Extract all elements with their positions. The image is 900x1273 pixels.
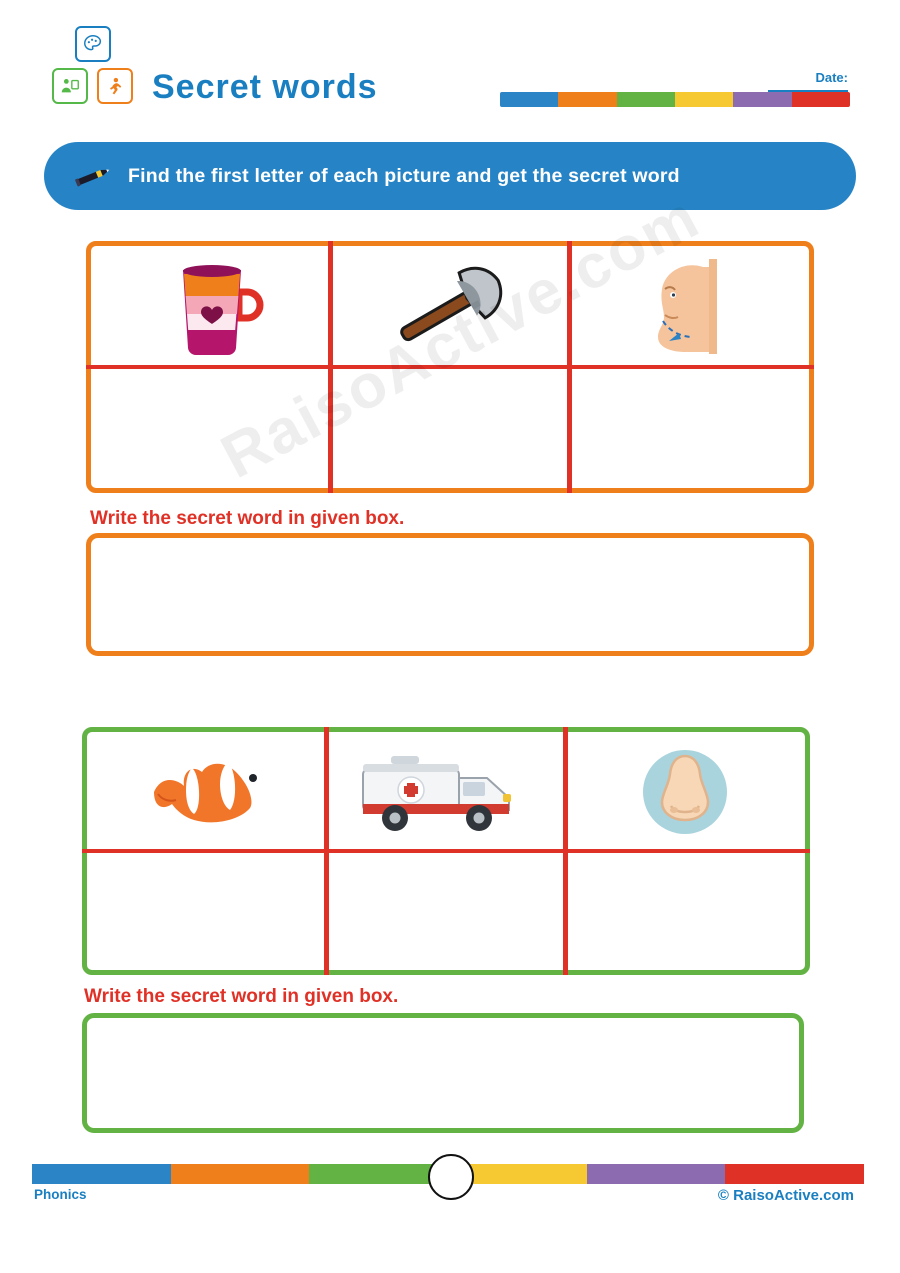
footer-subject: Phonics <box>34 1187 87 1202</box>
date-field-label: Date: <box>815 70 848 85</box>
footer-copyright: © RaisoActive.com <box>717 1187 854 1204</box>
teacher-icon <box>52 68 88 104</box>
picture-cell-mug <box>91 246 330 367</box>
fish-icon <box>132 742 282 842</box>
picture-cell-ambulance <box>326 732 565 851</box>
picture-cell-axe <box>330 246 569 367</box>
running-child-icon <box>97 68 133 104</box>
instruction-banner <box>44 142 856 210</box>
answer-cell-2-2[interactable] <box>326 851 565 970</box>
axe-icon <box>375 252 525 362</box>
page-header <box>0 0 900 130</box>
nose-icon <box>635 742 735 842</box>
palette-icon <box>75 26 111 62</box>
instruction-text: Find the first letter of each picture and get the secret word <box>128 164 680 187</box>
page-marker-circle <box>428 1154 474 1200</box>
picture-cell-neck <box>570 246 809 367</box>
write-instruction-1: Write the secret word in given box. <box>90 508 405 529</box>
answer-cell-1-2[interactable] <box>330 367 569 488</box>
mug-icon <box>151 252 271 362</box>
brand-logo <box>52 26 134 108</box>
header-colorbar <box>500 92 850 107</box>
page-title: Secret words <box>152 68 378 106</box>
answer-cell-1-3[interactable] <box>570 367 809 488</box>
picture-grid-2 <box>82 727 810 975</box>
pencil-icon <box>72 161 114 191</box>
secret-word-box-1[interactable] <box>86 533 814 656</box>
ambulance-icon <box>351 742 541 842</box>
answer-cell-1-1[interactable] <box>91 367 330 488</box>
picture-cell-fish <box>87 732 326 851</box>
write-instruction-2: Write the secret word in given box. <box>84 986 399 1007</box>
neck-icon <box>629 249 749 364</box>
secret-word-box-2[interactable] <box>82 1013 804 1133</box>
answer-cell-2-3[interactable] <box>566 851 805 970</box>
picture-cell-nose <box>566 732 805 851</box>
picture-grid-1 <box>86 241 814 493</box>
answer-cell-2-1[interactable] <box>87 851 326 970</box>
